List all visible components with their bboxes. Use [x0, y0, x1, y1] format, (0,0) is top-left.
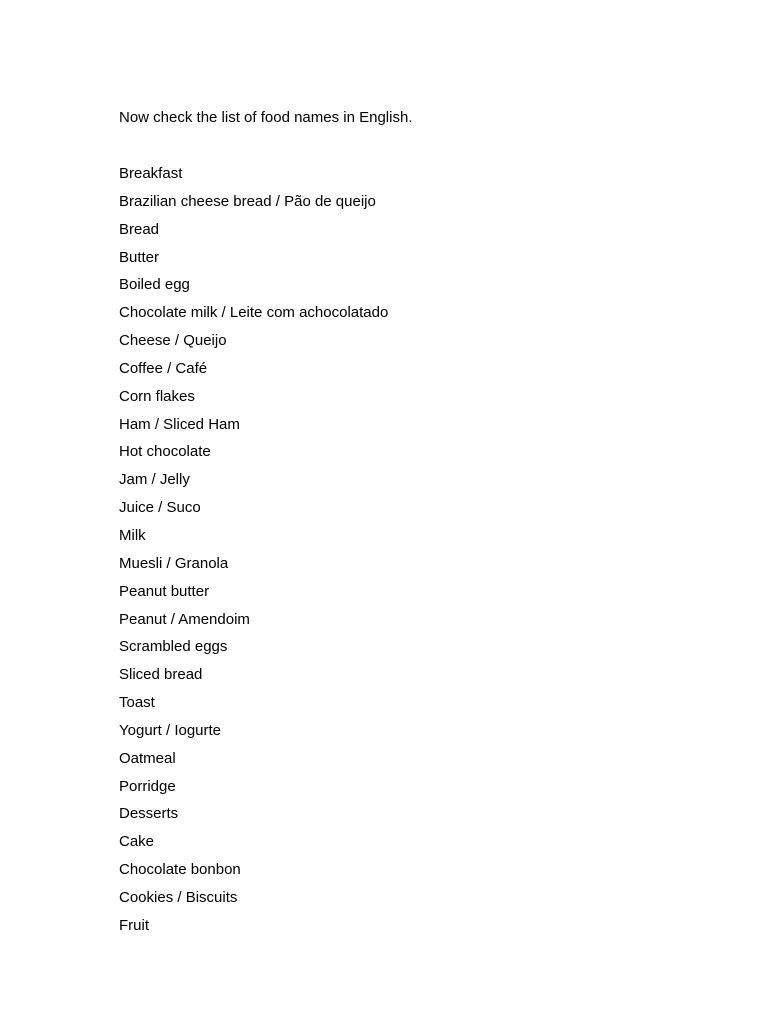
food-list-item: Jam / Jelly [119, 471, 190, 489]
food-list-item: Cookies / Biscuits [119, 888, 238, 906]
food-list-item: Porridge [119, 777, 176, 795]
food-list-item: Hot chocolate [119, 443, 211, 461]
food-list-item: Juice / Suco [119, 499, 201, 517]
food-list-item: Sliced bread [119, 666, 203, 684]
food-list-item: Peanut / Amendoim [119, 610, 250, 628]
food-list-item: Oatmeal [119, 749, 176, 767]
food-list-item: Chocolate bonbon [119, 861, 241, 879]
food-list-item: Corn flakes [119, 387, 195, 405]
food-list-item: Breakfast [119, 165, 183, 182]
intro-text: Now check the list of food names in English. [119, 109, 413, 126]
food-list-item: Peanut butter [119, 582, 210, 600]
food-list-item: Butter [119, 248, 160, 266]
food-list-item: Fruit [119, 916, 149, 934]
food-list-item: Desserts [119, 805, 179, 823]
food-list-item: Boiled egg [119, 276, 190, 294]
food-list-item: Milk [119, 526, 146, 544]
food-list-item: Yogurt / Iogurte [119, 721, 222, 739]
food-list-item: Ham / Sliced Ham [119, 415, 240, 433]
food-list-item: Scrambled eggs [119, 638, 228, 656]
food-list-item: Brazilian cheese bread / Pão de queijo [119, 192, 376, 210]
food-list-item: Coffee / Café [119, 359, 208, 377]
food-list-item: Bread [119, 220, 160, 238]
food-list-item: Cake [119, 833, 155, 851]
food-list-item: Toast [119, 694, 155, 712]
food-list-item: Chocolate milk / Leite com achocolatado [119, 304, 389, 322]
food-list-item: Cheese / Queijo [119, 332, 227, 350]
food-list [119, 165, 388, 945]
food-list-item: Muesli / Granola [119, 554, 229, 572]
